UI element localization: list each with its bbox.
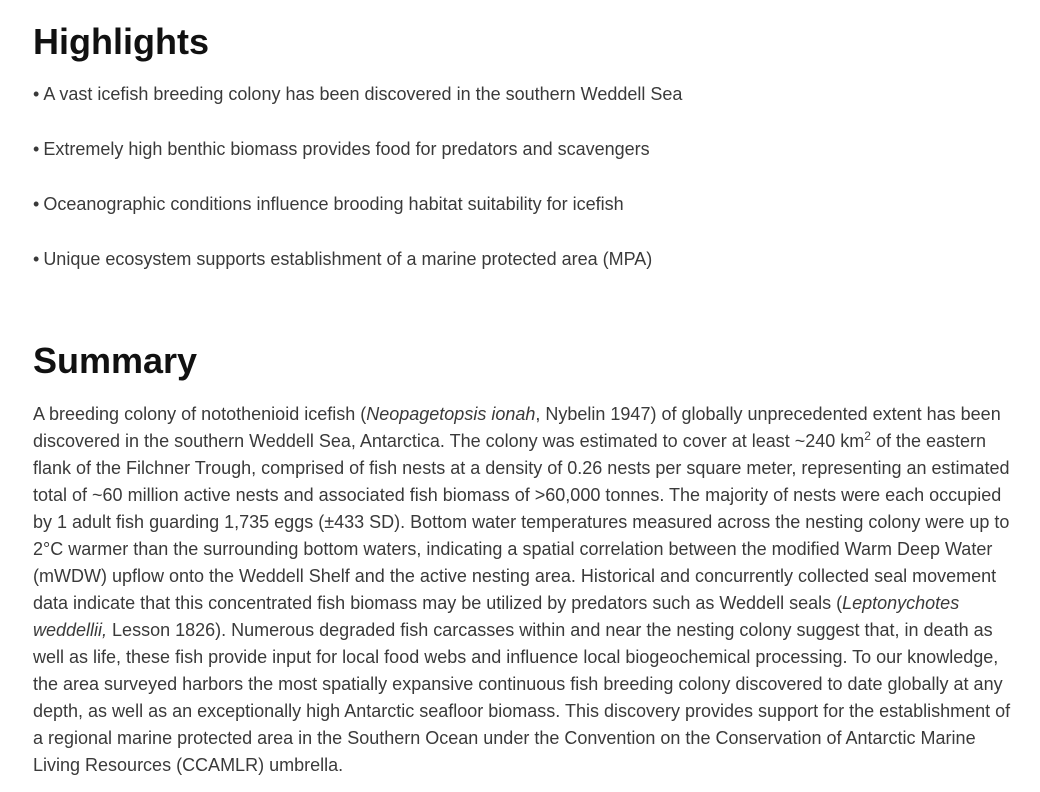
summary-paragraph: [33, 401, 1018, 779]
bullet-icon: •: [33, 139, 40, 159]
highlights-heading: Highlights: [33, 21, 209, 62]
highlight-text: A vast icefish breeding colony has been discovered in the southern Weddell Sea: [43, 84, 683, 104]
species-name: Leptonychotes weddellii,: [33, 593, 960, 640]
highlights-list: [33, 81, 682, 301]
summary-text: Lesson 1826). Numerous degraded fish carcasses within and near the nesting colony suggest that, in death as well as life, these fish provide input for local food webs and influence local biogeochemical processing. To our knowledge, the area surveyed harbors the most spatially expansive continuous fish breeding colony discovered to date globally at any depth, as well as an exceptionally high Antarctic seafloor biomass. This discovery provides support for the establishment of a regional marine protected area in the Southern Ocean under the Convention on the Conservation of Antarctic Marine Living Resources (CCAMLR) umbrella.: [33, 620, 1011, 775]
summary-text: , Nybelin 1947) of globally unprecedented extent has been discovered in the southern Weddell Sea, Antarctica. The colony was estimated to cover at least ~240 km: [33, 404, 1001, 451]
highlight-item: [33, 136, 682, 163]
summary-heading: Summary: [33, 340, 198, 381]
highlight-item: [33, 191, 682, 218]
superscript: 2: [864, 429, 871, 443]
summary-text: of the eastern flank of the Filchner Trough, comprised of fish nests at a density of 0.26 nests per square meter, representing an estimated total of ~60 million active nests and associated fish biomass of >60,000 tonnes. The majority of nests were each occupied by 1 adult fish guarding 1,735 eggs (±433 SD). Bottom water temperatures measured across the nesting colony were up to 2°C warmer than the surrounding bottom waters, indicating a spatial correlation between the modified Warm Deep Water (mWDW) upflow onto the Weddell Shelf and the active nesting area. Historical and concurrently collected seal movement data indicate that this concentrated fish biomass may be utilized by predators such as Weddell seals (: [33, 431, 1010, 613]
species-name: Neopagetopsis ionah: [366, 404, 536, 424]
highlight-item: [33, 81, 682, 108]
highlight-item: [33, 246, 682, 273]
bullet-icon: •: [33, 249, 40, 269]
highlight-text: Unique ecosystem supports establishment of a marine protected area (MPA): [43, 249, 653, 269]
highlight-text: Extremely high benthic biomass provides food for predators and scavengers: [43, 139, 650, 159]
highlight-text: Oceanographic conditions influence brooding habitat suitability for icefish: [43, 194, 624, 214]
summary-text: A breeding colony of notothenioid icefish (: [33, 404, 367, 424]
bullet-icon: •: [33, 194, 40, 214]
bullet-icon: •: [33, 84, 40, 104]
